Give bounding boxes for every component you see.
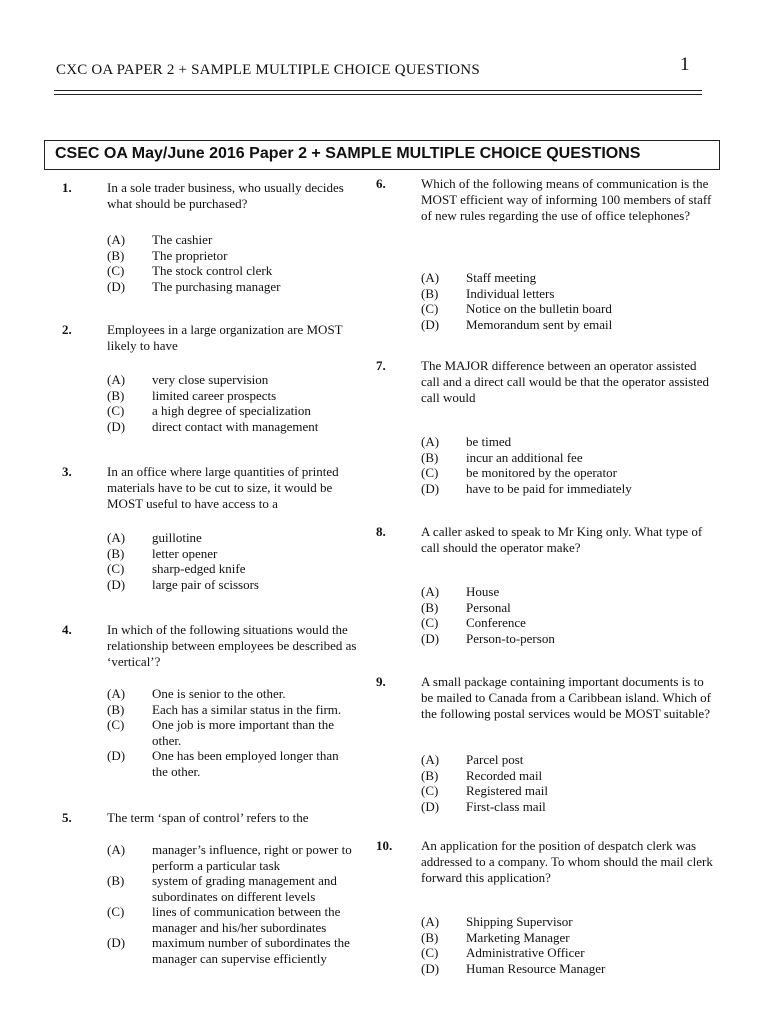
option-c[interactable] — [421, 301, 666, 317]
option-label: (A) — [107, 686, 126, 701]
option-a[interactable] — [421, 584, 666, 600]
option-label: (D) — [107, 418, 126, 434]
option-b[interactable] — [421, 930, 666, 946]
option-text: The stock control clerk — [152, 263, 273, 278]
option-b[interactable] — [107, 248, 342, 264]
option-a[interactable] — [421, 752, 666, 768]
option-b[interactable] — [421, 286, 666, 302]
option-label: (C) — [107, 904, 125, 919]
page-title: CSEC OA May/June 2016 Paper 2 + SAMPLE MULTIPLE CHOICE QUESTIONS — [55, 145, 641, 162]
option-label: (C) — [421, 945, 439, 960]
option-text: very close supervision — [152, 372, 269, 387]
question-number: 10. — [376, 838, 393, 853]
title-box — [44, 140, 720, 170]
option-label: (C) — [107, 717, 125, 732]
option-text: The cashier — [152, 232, 213, 247]
option-c[interactable] — [107, 403, 342, 419]
option-text: guillotine — [152, 530, 202, 545]
option-text: One is senior to the other. — [152, 686, 286, 701]
option-label: (B) — [107, 545, 125, 561]
option-label: (C) — [421, 783, 439, 798]
option-text: sharp-edged knife — [152, 561, 246, 576]
option-label: (A) — [107, 842, 126, 857]
option-a[interactable] — [107, 842, 352, 873]
option-list — [421, 914, 666, 976]
option-d[interactable] — [107, 577, 342, 593]
question-number: 4. — [62, 622, 72, 637]
option-b[interactable] — [107, 873, 352, 904]
option-text: letter opener — [152, 545, 218, 561]
option-b[interactable] — [421, 600, 666, 616]
option-text: Parcel post — [466, 752, 524, 767]
option-label: (B) — [421, 449, 439, 465]
question-stem: In an office where large quantities of printed materials have to be cut to size, it would be MOST useful to have access to a — [107, 464, 339, 511]
option-label: (B) — [421, 767, 439, 783]
question-number: 9. — [376, 674, 386, 689]
option-label: (A) — [421, 270, 440, 285]
option-text: Memorandum sent by email — [466, 316, 613, 332]
page-number: 1 — [680, 54, 690, 75]
question-number: 6. — [376, 176, 386, 191]
option-text: Person-to-person — [466, 630, 555, 646]
question-number: 5. — [62, 810, 72, 825]
option-c[interactable] — [421, 945, 666, 961]
option-label: (A) — [107, 232, 126, 247]
option-c[interactable] — [421, 783, 666, 799]
question-stem: Which of the following means of communication is the MOST efficient way of informing 100 members of staff of new rules regarding the use of office telephones? — [421, 176, 712, 223]
option-label: (B) — [107, 701, 125, 717]
option-text: One has been employed longer than the other. — [152, 748, 339, 779]
option-label: (A) — [421, 584, 440, 599]
option-text: The proprietor — [152, 247, 228, 263]
option-list — [107, 842, 352, 966]
option-text: The purchasing manager — [152, 278, 281, 294]
question-stem: The term ‘span of control’ refers to the — [107, 810, 309, 825]
option-list — [421, 434, 666, 496]
question-stem: In which of the following situations would the relationship between employees be described as ‘vertical’? — [107, 622, 357, 669]
option-a[interactable] — [107, 530, 342, 546]
option-text: manager’s influence, right or power to perform a particular task — [152, 842, 352, 873]
option-text: Registered mail — [466, 783, 548, 798]
option-d[interactable] — [107, 279, 342, 295]
option-text: lines of communication between the manager and his/her subordinates — [152, 904, 341, 935]
option-label: (D) — [421, 316, 440, 332]
option-label: (A) — [107, 372, 126, 387]
option-text: Shipping Supervisor — [466, 914, 573, 929]
option-list — [107, 530, 342, 592]
option-text: Human Resource Manager — [466, 960, 606, 976]
page-header: CXC OA PAPER 2 + SAMPLE MULTIPLE CHOICE QUESTIONS — [56, 62, 480, 78]
question-number: 8. — [376, 524, 386, 539]
option-a[interactable] — [107, 232, 342, 248]
option-label: (D) — [421, 630, 440, 646]
option-d[interactable] — [421, 799, 666, 815]
option-d[interactable] — [421, 317, 666, 333]
option-label: (B) — [421, 929, 439, 945]
option-list — [421, 270, 666, 332]
option-d[interactable] — [421, 961, 666, 977]
option-text: maximum number of subordinates the manager can supervise efficiently — [152, 935, 350, 966]
option-d[interactable] — [107, 748, 352, 779]
option-text: Each has a similar status in the firm. — [152, 701, 342, 717]
option-label: (C) — [421, 615, 439, 630]
option-label: (B) — [421, 599, 439, 615]
option-text: Staff meeting — [466, 270, 537, 285]
option-list — [107, 232, 342, 294]
option-label: (A) — [107, 530, 126, 545]
question-stem: An application for the position of despatch clerk was addressed to a company. To whom should the mail clerk forward this application? — [421, 838, 713, 885]
question-number: 2. — [62, 322, 72, 337]
option-text: House — [466, 584, 500, 599]
header-rule-top — [54, 90, 702, 91]
option-text: First-class mail — [466, 798, 546, 814]
question-number: 3. — [62, 464, 72, 479]
option-label: (A) — [421, 752, 440, 767]
option-text: Recorded mail — [466, 767, 543, 783]
option-label: (D) — [107, 748, 126, 763]
option-b[interactable] — [421, 450, 666, 466]
option-a[interactable] — [107, 686, 352, 702]
option-label: (B) — [107, 247, 125, 263]
option-c[interactable] — [107, 717, 352, 748]
option-label: (C) — [107, 561, 125, 576]
option-text: have to be paid for immediately — [466, 480, 632, 496]
option-text: system of grading management and subordinates on different levels — [152, 873, 337, 904]
option-text: large pair of scissors — [152, 576, 259, 592]
question-number: 7. — [376, 358, 386, 373]
question-stem: Employees in a large organization are MOST likely to have — [107, 322, 343, 353]
option-d[interactable] — [421, 481, 666, 497]
option-c[interactable] — [107, 263, 342, 279]
option-label: (D) — [421, 798, 440, 814]
question-stem: A caller asked to speak to Mr King only. What type of call should the operator make? — [421, 524, 703, 555]
option-label: (B) — [421, 285, 439, 301]
option-label: (A) — [421, 434, 440, 449]
option-label: (B) — [107, 873, 125, 888]
option-list — [107, 372, 342, 434]
option-text: One job is more important than the other. — [152, 717, 334, 748]
option-c[interactable] — [421, 465, 666, 481]
option-a[interactable] — [421, 434, 666, 450]
option-c[interactable] — [107, 904, 352, 935]
option-text: be monitored by the operator — [466, 465, 617, 480]
question-stem: The MAJOR difference between an operator assisted call and a direct call would be that the operator assisted call would — [421, 358, 710, 405]
question-stem: A small package containing important documents is to be mailed to Canada from a Caribbean island. Which of the following postal services would be MOST suitable? — [421, 674, 711, 721]
option-text: limited career prospects — [152, 387, 277, 403]
option-list — [421, 584, 666, 646]
option-list — [107, 686, 352, 779]
option-text: be timed — [466, 434, 512, 449]
option-c[interactable] — [421, 615, 666, 631]
option-label: (D) — [421, 480, 440, 496]
option-label: (C) — [421, 465, 439, 480]
option-text: Personal — [466, 599, 511, 615]
option-d[interactable] — [421, 631, 666, 647]
option-b[interactable] — [421, 768, 666, 784]
option-text: direct contact with management — [152, 418, 319, 434]
option-text: a high degree of specialization — [152, 403, 311, 418]
option-list — [421, 752, 666, 814]
option-label: (C) — [107, 403, 125, 418]
option-label: (D) — [107, 935, 126, 950]
option-text: Notice on the bulletin board — [466, 301, 612, 316]
question-stem: In a sole trader business, who usually decides what should be purchased? — [107, 180, 344, 211]
option-text: Administrative Officer — [466, 945, 585, 960]
option-d[interactable] — [107, 419, 342, 435]
option-label: (D) — [421, 960, 440, 976]
option-text: Individual letters — [466, 285, 555, 301]
option-label: (D) — [107, 278, 126, 294]
option-b[interactable] — [107, 388, 342, 404]
option-text: incur an additional fee — [466, 449, 583, 465]
option-label: (C) — [107, 263, 125, 278]
option-text: Conference — [466, 615, 526, 630]
option-b[interactable] — [107, 702, 352, 718]
option-label: (B) — [107, 387, 125, 403]
option-text: Marketing Manager — [466, 929, 570, 945]
question-number: 1. — [62, 180, 72, 195]
option-d[interactable] — [107, 935, 352, 966]
option-a[interactable] — [421, 914, 666, 930]
option-label: (C) — [421, 301, 439, 316]
option-c[interactable] — [107, 561, 342, 577]
header-rule-bottom — [54, 94, 702, 95]
option-b[interactable] — [107, 546, 342, 562]
option-label: (A) — [421, 914, 440, 929]
option-a[interactable] — [107, 372, 342, 388]
option-label: (D) — [107, 576, 126, 592]
option-a[interactable] — [421, 270, 666, 286]
